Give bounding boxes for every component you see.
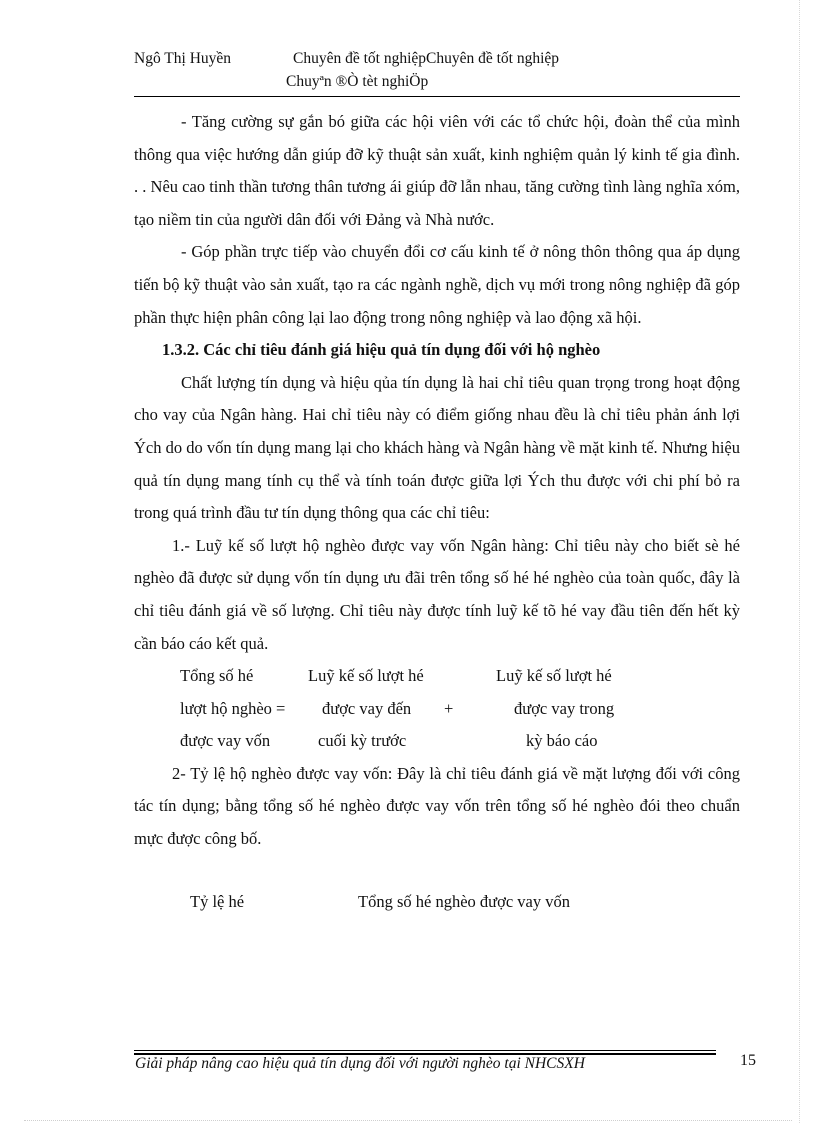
paragraph-4: 1.- Luỹ kế số lượt hộ nghèo được vay vốn Ngân hàng: Chỉ tiêu này cho biết sè hé nghèo đã được sử dụng vốn tín dụng ưu đãi trên tổng số hé hé nghèo của toàn quốc, đây là chỉ tiêu đánh giá về số lượng. Chỉ tiêu này được tính luỹ kế tõ hé vay đầu tiên đến hết kỳ cần báo cáo kết quả. (134, 535, 740, 653)
footer-title: Giải pháp nâng cao hiệu quả tín dụng đối với người nghèo tại NHCSXH (135, 1055, 585, 1072)
formula-term: được vay đến (322, 698, 412, 718)
formula-row (134, 660, 740, 693)
formula-term: được vay trong (514, 698, 615, 718)
page-edge-bottom (24, 1120, 792, 1121)
formula-term: được vay vốn (180, 731, 271, 751)
header-title-garbled: Chuyªn ®Ò tèt nghiÖp (286, 73, 429, 90)
header-author: Ngô Thị Huyền (134, 50, 232, 67)
paragraph-2: - Góp phần trực tiếp vào chuyển đổi cơ cấu kinh tế ở nông thôn thông qua áp dụng tiến bộ kỹ thuật vào sản xuất, tạo ra các ngành nghề, dịch vụ mới trong nông nghiệp đã góp phần thực hiện phân công lại lao động trong nông nghiệp và lao động xã hội. (134, 242, 740, 327)
formula-term: Luỹ kế số lượt hé (308, 666, 424, 686)
formula-term: cuối kỳ trước (318, 731, 407, 751)
page-edge-right (799, 0, 800, 1123)
formula-operator: + (444, 698, 454, 718)
page-number: 15 (740, 1052, 756, 1069)
footer-divider-thin (134, 1050, 716, 1051)
section-heading: 1.3.2. Các chỉ tiêu đánh giá hiệu quả tín dụng đối với hộ nghèo (162, 340, 601, 360)
header-title: Chuyên đề tốt nghiệpChuyên đề tốt nghiệp (293, 50, 560, 67)
paragraph-5: 2- Tỷ lệ hộ nghèo được vay vốn: Đây là chỉ tiêu đánh giá về mặt lượng đối với công tác tín dụng; bằng tổng số hé nghèo được vay vốn trên tổng số hé nghèo đói theo chuẩn mực được công bố. (134, 763, 740, 849)
paragraph-1: - Tăng cường sự gắn bó giữa các hội viên với các tổ chức hội, đoàn thể của mình thông qua việc hướng dẫn giúp đỡ kỹ thuật sản xuất, kinh nghiệm quản lý kinh tế gia đình. . . Nêu cao tinh thần tương thân tương ái giúp đỡ lẫn nhau, tăng cường tình làng nghĩa xóm, tạo niềm tin của người dân đối với Đảng và Nhà nước. (134, 112, 740, 229)
body-text (134, 106, 740, 938)
formula-term: Tổng số hé (180, 666, 254, 686)
formula-term: lượt hộ nghèo = (180, 698, 286, 718)
formula-term: kỳ báo cáo (526, 731, 598, 751)
ratio-numerator: Tổng số hé nghèo được vay vốn (358, 891, 570, 911)
formula-term: Luỹ kế số lượt hé (496, 666, 612, 686)
formula-row (134, 693, 740, 726)
header-divider (134, 96, 740, 97)
formula-block (134, 660, 740, 758)
ratio-label: Tỷ lệ hé (190, 891, 245, 911)
formula-row (134, 725, 740, 758)
ratio-formula (134, 878, 740, 938)
paragraph-3: Chất lượng tín dụng và hiệu qủa tín dụng là hai chỉ tiêu quan trọng trong hoạt động cho vay của Ngân hàng. Hai chỉ tiêu này có điểm giống nhau đều là chỉ tiêu phản ánh lợi Ých do do vốn tín dụng mang lại cho khách hàng và Ngân hàng về mặt kinh tế. Nhưng hiệu quả tín dụng mang tính cụ thể và tính toán được giữa lợi Ých thu được với chi phí bỏ ra trong quá trình đầu tư tín dụng thông qua các chỉ tiêu: (134, 372, 740, 523)
